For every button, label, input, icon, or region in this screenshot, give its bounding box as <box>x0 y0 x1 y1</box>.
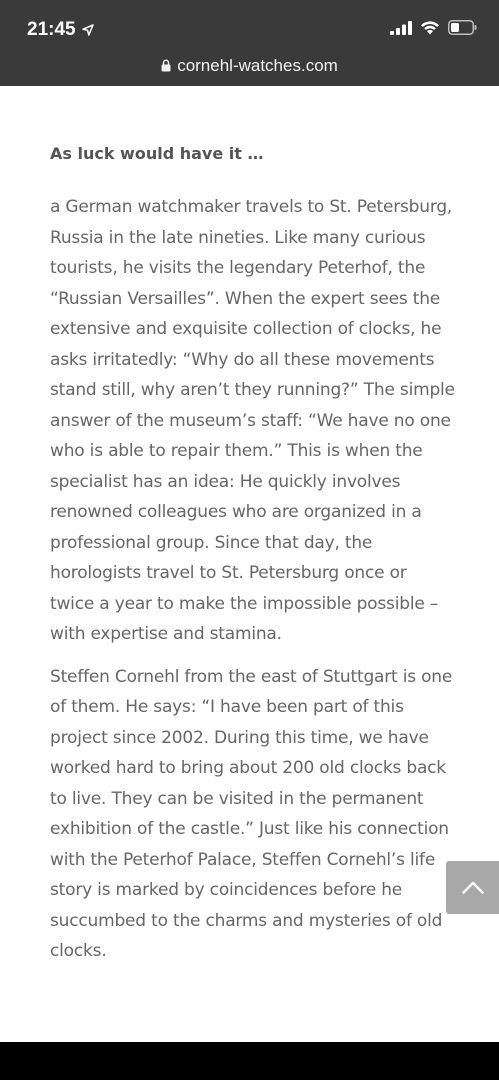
time-text: 21:45 <box>27 19 76 40</box>
status-icons <box>390 20 477 35</box>
address-bar[interactable] <box>0 56 499 76</box>
location-arrow-icon <box>82 24 94 36</box>
article-paragraph-1: a German watchmaker travels to St. Petersburg, Russia in the late nineties. Like many curious tourists, he visits the legendary Peterhof, the “Russian Versailles”. When the expert sees the extensive and exquisite collection of clocks, he asks irritatedly: “Why do all these movements stand still, why aren’t they running?” The simple answer of the museum’s staff: “We have no one who is able to repair them.” This is when the specialist has an idea: He quickly involves renowned colleagues who are organized in a professional group. Since that day, the horologists travel to St. Petersburg once or twice a year to make the impossible possible – with expertise and stamina. <box>50 197 455 644</box>
url-text: cornehl-watches.com <box>177 56 338 75</box>
wifi-icon <box>420 20 440 35</box>
battery-icon <box>448 20 477 35</box>
article-body <box>50 140 455 979</box>
browser-bottom-bar <box>0 1042 499 1080</box>
article-paragraph-2: Steffen Cornehl from the east of Stuttgart is one of them. He says: “I have been part of this project since 2002. During this time, we have worked hard to bring about 200 old clocks back to live. They can be visited in the permanent exhibition of the castle.” Just like his connection with the Peterhof Palace, Steffen Cornehl’s life story is marked by coincidences before he succumbed to the charms and mysteries of old clocks. <box>50 666 453 961</box>
cellular-signal-icon <box>390 21 412 35</box>
status-bar <box>0 0 499 86</box>
clock <box>27 19 94 41</box>
scroll-to-top-button[interactable] <box>446 861 499 914</box>
article-heading: As luck would have it … <box>50 144 264 163</box>
lock-icon <box>161 59 171 72</box>
chevron-up-icon <box>462 881 484 894</box>
